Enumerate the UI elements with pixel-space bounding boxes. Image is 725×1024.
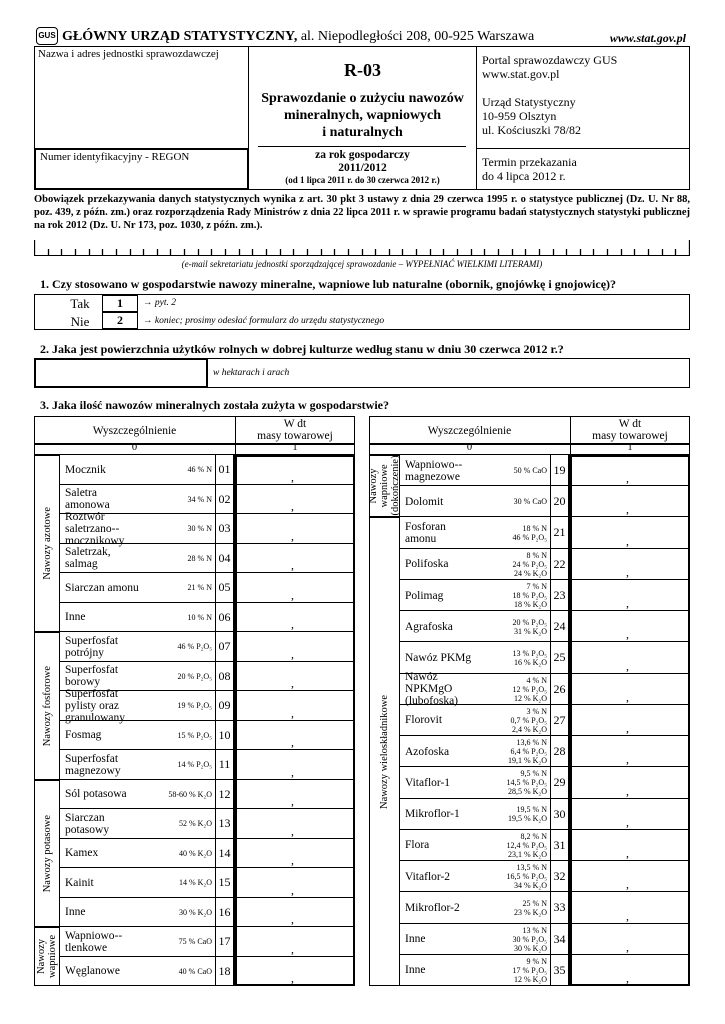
col1-number: 1 bbox=[627, 442, 633, 453]
row-value-comma: , bbox=[291, 882, 294, 897]
row-composition-line: 34 % K₂O bbox=[513, 881, 547, 891]
row-value-comma: , bbox=[291, 676, 294, 690]
row-composition-line: 13,5 % N bbox=[516, 863, 547, 873]
office-line3: ul. Kościuszki 78/82 bbox=[482, 123, 581, 137]
row-code: 27 bbox=[550, 705, 570, 736]
group-name: Nawozy fosforowe bbox=[41, 665, 53, 746]
row-code: 15 bbox=[215, 868, 235, 898]
row-code: 35 bbox=[550, 955, 570, 986]
form-year bbox=[249, 149, 476, 186]
header-org-name: GŁÓWNY URZĄD STATYSTYCZNY, bbox=[62, 29, 298, 44]
row-value-comma: , bbox=[291, 558, 294, 572]
row-code: 19 bbox=[550, 455, 570, 486]
row-value-comma: , bbox=[626, 471, 629, 486]
group-name: Nawozy wieloskładnikowe bbox=[379, 694, 390, 809]
row-label: Vitaflor-2 bbox=[405, 870, 451, 883]
regon-field-label: Numer identyfikacyjny - REGON bbox=[40, 151, 190, 163]
row-composition-line: 12 % P₂O₅ bbox=[512, 684, 547, 694]
row-composition-line: 17 % P₂O₅ bbox=[512, 965, 547, 975]
title-divider bbox=[258, 146, 466, 147]
name-field[interactable] bbox=[34, 46, 249, 148]
row-label: Sól potasowa bbox=[65, 788, 127, 801]
row-composition-line: 14 % K₂O bbox=[178, 878, 212, 888]
row-composition-line: 58-60 % K₂O bbox=[168, 789, 212, 799]
row-label: Saletra amonowa bbox=[65, 487, 110, 512]
row-composition-line: 46 % N bbox=[187, 465, 212, 475]
row-composition-line: 19 % P₂O₅ bbox=[177, 701, 212, 711]
row-label: Florovit bbox=[405, 714, 443, 727]
row-composition-line: 24 % K₂O bbox=[513, 568, 547, 578]
row-code: 23 bbox=[550, 580, 570, 611]
row-code: 01 bbox=[215, 455, 235, 485]
table-outer-frame bbox=[369, 416, 690, 986]
row-code: 21 bbox=[550, 517, 570, 548]
row-code: 09 bbox=[215, 691, 235, 721]
row-composition-line: 6,4 % P₂O₅ bbox=[510, 747, 547, 757]
row-value-comma: , bbox=[291, 705, 294, 720]
row-code: 32 bbox=[550, 861, 570, 892]
deadline-line1: Termin przekazania bbox=[482, 155, 577, 169]
q1-no-code[interactable]: 2 bbox=[102, 312, 138, 329]
portal-line2: www.stat.gov.pl bbox=[482, 67, 560, 81]
office-line2: 10-959 Olsztyn bbox=[482, 109, 557, 123]
group-name: Nawozy wapniowe bbox=[36, 934, 58, 979]
row-composition-line: 13 % N bbox=[522, 925, 547, 935]
row-label: Wapniowo--magnezowe bbox=[405, 458, 463, 483]
row-label: Mikroflor-2 bbox=[405, 901, 460, 914]
form-title bbox=[249, 90, 476, 141]
deadline-box bbox=[476, 148, 690, 190]
row-composition-line: 10 % N bbox=[187, 612, 212, 622]
row-composition-line: 23 % K₂O bbox=[513, 907, 547, 917]
q3-text: 3. Jaka ilość nawozów mineralnych została zużyta w gospodarstwie? bbox=[40, 398, 389, 412]
row-label: Polimag bbox=[405, 589, 444, 602]
row-composition-line: 31 % K₂O bbox=[513, 626, 547, 636]
row-label: Fosmag bbox=[65, 729, 102, 742]
row-code: 04 bbox=[215, 544, 235, 574]
row-value-comma: , bbox=[626, 752, 629, 767]
q2-input[interactable] bbox=[34, 358, 208, 388]
row-composition-line: 21 % N bbox=[187, 583, 212, 593]
row-composition-line: 16,5 % P₂O₅ bbox=[506, 872, 547, 882]
row-value-comma: , bbox=[626, 970, 629, 985]
row-composition-line: 7 % N bbox=[526, 582, 547, 592]
row-value-comma: , bbox=[626, 689, 629, 704]
row-code: 22 bbox=[550, 549, 570, 580]
row-composition-line: 75 % CaO bbox=[178, 937, 212, 947]
col1-number: 1 bbox=[292, 442, 298, 453]
row-label: Inne bbox=[65, 611, 86, 624]
row-label: Inne bbox=[405, 964, 426, 977]
row-code: 25 bbox=[550, 642, 570, 673]
row-composition-line: 3 % N bbox=[526, 706, 547, 716]
row-composition-line: 25 % N bbox=[522, 898, 547, 908]
header-org bbox=[62, 29, 552, 45]
col-unit-line2: masy towarowej bbox=[257, 430, 333, 442]
row-composition-line: 4 % N bbox=[526, 675, 547, 685]
q1-yes-note: → pyt. 2 bbox=[143, 298, 176, 308]
row-code: 13 bbox=[215, 809, 235, 839]
row-label: Nawóz PKMg bbox=[405, 652, 472, 665]
form-title-line1: Sprawozdanie o zużyciu nawozów bbox=[261, 91, 464, 106]
row-composition-line: 20 % P₂O₅ bbox=[512, 617, 547, 627]
row-code: 10 bbox=[215, 721, 235, 751]
row-label: Mocznik bbox=[65, 463, 106, 476]
form-title-line3: i naturalnych bbox=[322, 125, 403, 140]
row-label: Inne bbox=[65, 906, 86, 919]
row-composition-line: 12 % K₂O bbox=[513, 693, 547, 703]
row-label: Flora bbox=[405, 839, 430, 852]
row-value-comma: , bbox=[626, 502, 629, 517]
row-value-comma: , bbox=[626, 846, 629, 861]
email-caption: (e-mail sekretariatu jednostki sporządzającej sprawozdanie – WYPEŁNIAĆ WIELKIMI LITERAMI) bbox=[181, 259, 543, 269]
row-composition-line: 46 % P₂O₅ bbox=[512, 533, 547, 543]
row-code: 20 bbox=[550, 486, 570, 517]
row-value-comma: , bbox=[291, 469, 294, 484]
row-code: 07 bbox=[215, 632, 235, 662]
row-label: Agrafoska bbox=[405, 620, 453, 633]
form-year-line3: (od 1 lipca 2011 r. do 30 czerwca 2012 r.) bbox=[285, 175, 440, 185]
row-composition-line: 46 % P₂O₅ bbox=[177, 642, 212, 652]
row-label: Superfosfat pylisty oraz granulowany bbox=[65, 687, 126, 724]
row-label: Saletrzak, salmag bbox=[65, 546, 111, 571]
q1-text: 1. Czy stosowano w gospodarstwie nawozy mineralne, wapniowe lub naturalne (obornik, gnojówkę i gnojowicę)? bbox=[40, 277, 617, 291]
row-composition-line: 14 % P₂O₅ bbox=[177, 760, 212, 770]
row-label: Superfosfat potrójny bbox=[65, 634, 119, 659]
row-code: 18 bbox=[215, 957, 235, 987]
row-composition-line: 30 % CaO bbox=[513, 497, 547, 507]
row-composition-line: 19,1 % K₂O bbox=[507, 756, 547, 766]
group-name: Nawozy wapniowe (dokończenie) bbox=[368, 455, 401, 516]
row-label: Węglanowe bbox=[65, 965, 120, 978]
row-value-comma: , bbox=[626, 596, 629, 611]
portal-line1: Portal sprawozdawczy GUS bbox=[482, 53, 618, 67]
q1-no-note: → koniec; prosimy odesłać formularz do urzędu statystycznego bbox=[143, 316, 385, 326]
q2-unit: w hektarach i arach bbox=[213, 368, 290, 378]
row-composition-line: 34 % N bbox=[187, 494, 212, 504]
row-value-comma: , bbox=[291, 499, 294, 513]
group-name: Nawozy azotowe bbox=[41, 507, 53, 580]
col-spec-header: Wyszczególnienie bbox=[92, 425, 177, 437]
deadline-line2: do 4 lipca 2012 r. bbox=[482, 169, 566, 183]
regon-field[interactable] bbox=[34, 148, 249, 190]
row-code: 06 bbox=[215, 603, 235, 633]
row-code: 02 bbox=[215, 485, 235, 515]
row-composition-line: 19,5 % N bbox=[516, 805, 547, 815]
row-value-comma: , bbox=[626, 564, 629, 579]
row-composition-line: 50 % CaO bbox=[513, 466, 547, 476]
row-code: 33 bbox=[550, 892, 570, 923]
q2-text: 2. Jaka jest powierzchnia użytków rolnych w dobrej kulturze według stanu w dniu 30 czerwca 2012 r.? bbox=[40, 342, 564, 356]
row-code: 26 bbox=[550, 674, 570, 705]
q1-yes-label: Tak bbox=[70, 296, 90, 311]
row-value-comma: , bbox=[291, 941, 294, 956]
row-composition-line: 19,5 % K₂O bbox=[507, 814, 547, 824]
row-label: Nawóz NPKMgO (lubofoska) bbox=[405, 671, 459, 708]
row-code: 11 bbox=[215, 750, 235, 780]
row-composition-line: 15 % P₂O₅ bbox=[177, 730, 212, 740]
row-label: Dolomit bbox=[405, 495, 444, 508]
row-code: 17 bbox=[215, 927, 235, 957]
row-label: Azofoska bbox=[405, 745, 450, 758]
group-name: Nawozy potasowe bbox=[41, 814, 53, 892]
q1-no-label: Nie bbox=[70, 314, 90, 329]
row-code: 12 bbox=[215, 780, 235, 810]
row-composition-line: 24 % P₂O₅ bbox=[512, 559, 547, 569]
row-composition-line: 2,4 % K₂O bbox=[511, 724, 547, 734]
row-composition-line: 13 % P₂O₅ bbox=[512, 649, 547, 659]
row-code: 16 bbox=[215, 898, 235, 928]
row-label: Superfosfat magnezowy bbox=[65, 752, 121, 777]
row-value-comma: , bbox=[291, 735, 294, 749]
col-unit-line1: W dt bbox=[283, 418, 307, 430]
row-code: 31 bbox=[550, 830, 570, 861]
row-value-comma: , bbox=[291, 764, 294, 779]
row-label: Superfosfat borowy bbox=[65, 664, 119, 689]
email-comb-ticks bbox=[34, 240, 690, 256]
row-value-comma: , bbox=[291, 587, 294, 602]
row-composition-line: 30 % P₂O₅ bbox=[512, 934, 547, 944]
row-value-comma: , bbox=[626, 814, 629, 829]
row-composition-line: 30 % K₂O bbox=[513, 943, 547, 953]
email-field[interactable] bbox=[34, 240, 690, 256]
row-composition-line: 30 % K₂O bbox=[178, 907, 212, 917]
row-value-comma: , bbox=[291, 912, 294, 926]
col-unit-line2: masy towarowej bbox=[592, 430, 668, 442]
row-code: 28 bbox=[550, 736, 570, 767]
legal-text: Obowiązek przekazywania danych statystycznych wynika z art. 30 pkt 3 ustawy z dnia 29 czerwca 1995 r. o statystyce publicznej (Dz. U. Nr 88, poz. 439, z późn. zm.) oraz rozporządzenia Rady Ministrów z dnia 22 lipca 2011 r. w sprawie programu badań statystycznych statystyki publicznej na rok 2012 (Dz. U. Nr 173, poz. 1030, z późn. zm.). bbox=[34, 194, 690, 231]
row-value-comma: , bbox=[626, 939, 629, 954]
row-composition-line: 12 % K₂O bbox=[513, 974, 547, 984]
gus-logo: GUS bbox=[36, 27, 58, 45]
row-label: Polifoska bbox=[405, 558, 449, 571]
row-label: Roztwór saletrzano--mocznikowy bbox=[65, 510, 125, 547]
row-label: Fosforan amonu bbox=[405, 521, 446, 546]
row-composition-line: 40 % K₂O bbox=[178, 848, 212, 858]
row-composition-line: 30 % N bbox=[187, 524, 212, 534]
row-value-comma: , bbox=[291, 823, 294, 838]
row-code: 14 bbox=[215, 839, 235, 869]
row-label: Inne bbox=[405, 933, 426, 946]
row-label: Vitaflor-1 bbox=[405, 776, 451, 789]
row-value-comma: , bbox=[626, 783, 629, 798]
form-title-line2: mineralnych, wapniowych bbox=[283, 108, 442, 123]
row-composition-line: 9,5 % N bbox=[520, 769, 547, 779]
col-spec-header: Wyszczególnienie bbox=[427, 425, 512, 437]
row-code: 29 bbox=[550, 767, 570, 798]
row-composition-line: 28,5 % K₂O bbox=[507, 787, 547, 797]
form-code: R-03 bbox=[344, 60, 381, 80]
header-org-address: al. Niepodległości 208, 00-925 Warszawa bbox=[300, 29, 535, 44]
row-composition-line: 8 % N bbox=[526, 550, 547, 560]
row-composition-line: 40 % CaO bbox=[178, 966, 212, 976]
row-composition-line: 20 % P₂O₅ bbox=[177, 671, 212, 681]
row-composition-line: 13,6 % N bbox=[516, 738, 547, 748]
portal-box bbox=[476, 46, 690, 148]
row-label: Kainit bbox=[65, 876, 94, 889]
row-code: 30 bbox=[550, 799, 570, 830]
row-composition-line: 18 % P₂O₅ bbox=[512, 591, 547, 601]
row-composition-line: 16 % K₂O bbox=[513, 658, 547, 668]
row-composition-line: 18 % N bbox=[522, 524, 547, 534]
header-website: www.stat.gov.pl bbox=[609, 31, 686, 45]
row-code: 03 bbox=[215, 514, 235, 544]
row-label: Kamex bbox=[65, 847, 99, 860]
row-label: Siarczan potasowy bbox=[65, 811, 110, 836]
col0-number: 0 bbox=[131, 442, 138, 453]
office-line1: Urząd Statystyczny bbox=[482, 95, 576, 109]
row-label: Siarczan amonu bbox=[65, 581, 139, 594]
row-composition-line: 23,1 % K₂O bbox=[507, 849, 547, 859]
row-value-comma: , bbox=[291, 853, 294, 867]
row-value-comma: , bbox=[626, 908, 629, 923]
row-composition-line: 12,4 % P₂O₅ bbox=[506, 840, 547, 850]
row-value-comma: , bbox=[291, 528, 294, 543]
row-composition-line: 18 % K₂O bbox=[513, 600, 547, 610]
row-value-comma: , bbox=[626, 877, 629, 892]
row-code: 24 bbox=[550, 611, 570, 642]
col0-number: 0 bbox=[466, 442, 473, 453]
row-composition-line: 14,5 % P₂O₅ bbox=[506, 778, 547, 788]
row-code: 08 bbox=[215, 662, 235, 692]
name-field-label: Nazwa i adres jednostki sprawozdawczej bbox=[38, 48, 219, 60]
row-composition-line: 28 % N bbox=[187, 553, 212, 563]
row-composition-line: 8,2 % N bbox=[520, 831, 547, 841]
row-value-comma: , bbox=[626, 533, 629, 548]
row-value-comma: , bbox=[626, 658, 629, 673]
form-year-line1: za rok gospodarczy bbox=[315, 149, 410, 161]
row-code: 05 bbox=[215, 573, 235, 603]
row-label: Mikroflor-1 bbox=[405, 808, 460, 821]
row-code: 34 bbox=[550, 924, 570, 955]
row-value-comma: , bbox=[291, 794, 294, 808]
row-value-comma: , bbox=[291, 617, 294, 631]
row-value-comma: , bbox=[626, 721, 629, 736]
q1-yes-code[interactable]: 1 bbox=[102, 295, 138, 312]
form-year-line2: 2011/2012 bbox=[338, 162, 387, 174]
row-value-comma: , bbox=[626, 627, 629, 642]
row-label: Wapniowo--tlenkowe bbox=[65, 929, 123, 954]
row-composition-line: 0,7 % P₂O₅ bbox=[510, 715, 547, 725]
row-value-comma: , bbox=[291, 971, 294, 985]
row-value-comma: , bbox=[291, 646, 294, 661]
row-composition-line: 52 % K₂O bbox=[178, 819, 212, 829]
row-composition-line: 9 % N bbox=[526, 956, 547, 966]
col-unit-line1: W dt bbox=[618, 418, 642, 430]
table-outer-frame bbox=[34, 416, 355, 986]
